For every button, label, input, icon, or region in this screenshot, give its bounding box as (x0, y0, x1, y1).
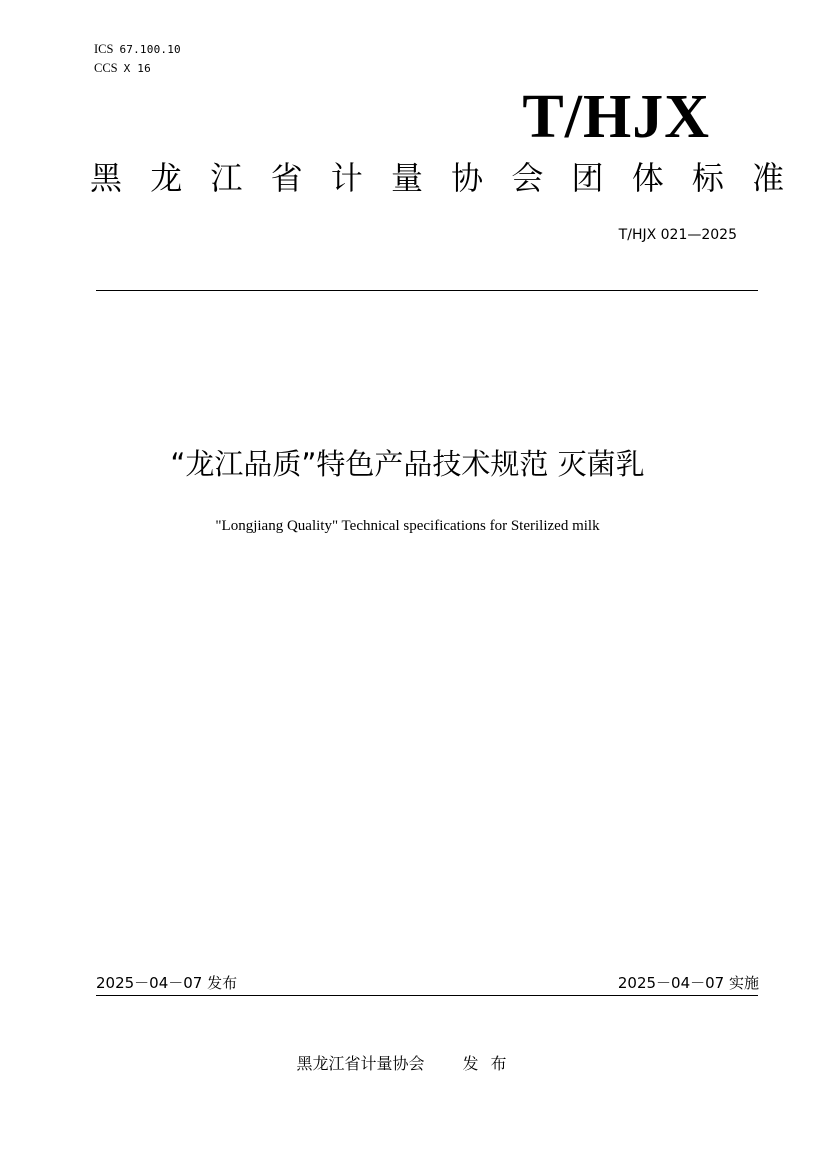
ccs-code: X 16 (123, 62, 151, 75)
standard-type-char: 协 (451, 159, 484, 197)
standard-type-char: 计 (330, 159, 363, 197)
standard-number: T/HJX 021—2025 (618, 227, 737, 243)
ccs-line (94, 59, 181, 78)
ics-code: 67.100.10 (119, 43, 181, 56)
document-title-chinese: “龙江品质”特色产品技术规范 灭菌乳 (170, 447, 645, 481)
classification-codes (94, 40, 181, 78)
standard-brand-code: T/HJX (522, 83, 710, 151)
standard-type-char: 省 (270, 159, 303, 197)
ics-label: ICS (94, 42, 114, 56)
standard-type-char: 龙 (150, 159, 183, 197)
standard-type-char: 团 (571, 159, 604, 197)
standard-type-char: 标 (691, 159, 724, 197)
standard-type-char: 江 (210, 159, 243, 197)
standard-type-char: 会 (511, 159, 544, 197)
publisher-line (0, 1053, 815, 1075)
footer-divider (96, 995, 758, 996)
publish-action: 发布 (462, 1054, 519, 1073)
standard-type-char: 准 (752, 159, 785, 197)
publisher-organization: 黑龙江省计量协会 (296, 1054, 425, 1073)
ics-line (94, 40, 181, 59)
standard-type-char: 量 (390, 159, 423, 197)
header-divider (96, 290, 758, 291)
implementation-date: 2025－04－07 实施 (617, 974, 759, 992)
standard-type-char: 体 (631, 159, 664, 197)
document-title-english: "Longjiang Quality" Technical specifications for Sterilized milk (215, 518, 600, 534)
issue-date: 2025－04－07 发布 (96, 974, 238, 992)
standard-type-heading (90, 157, 785, 199)
standard-type-char: 黑 (90, 159, 123, 197)
ccs-label: CCS (94, 61, 118, 75)
